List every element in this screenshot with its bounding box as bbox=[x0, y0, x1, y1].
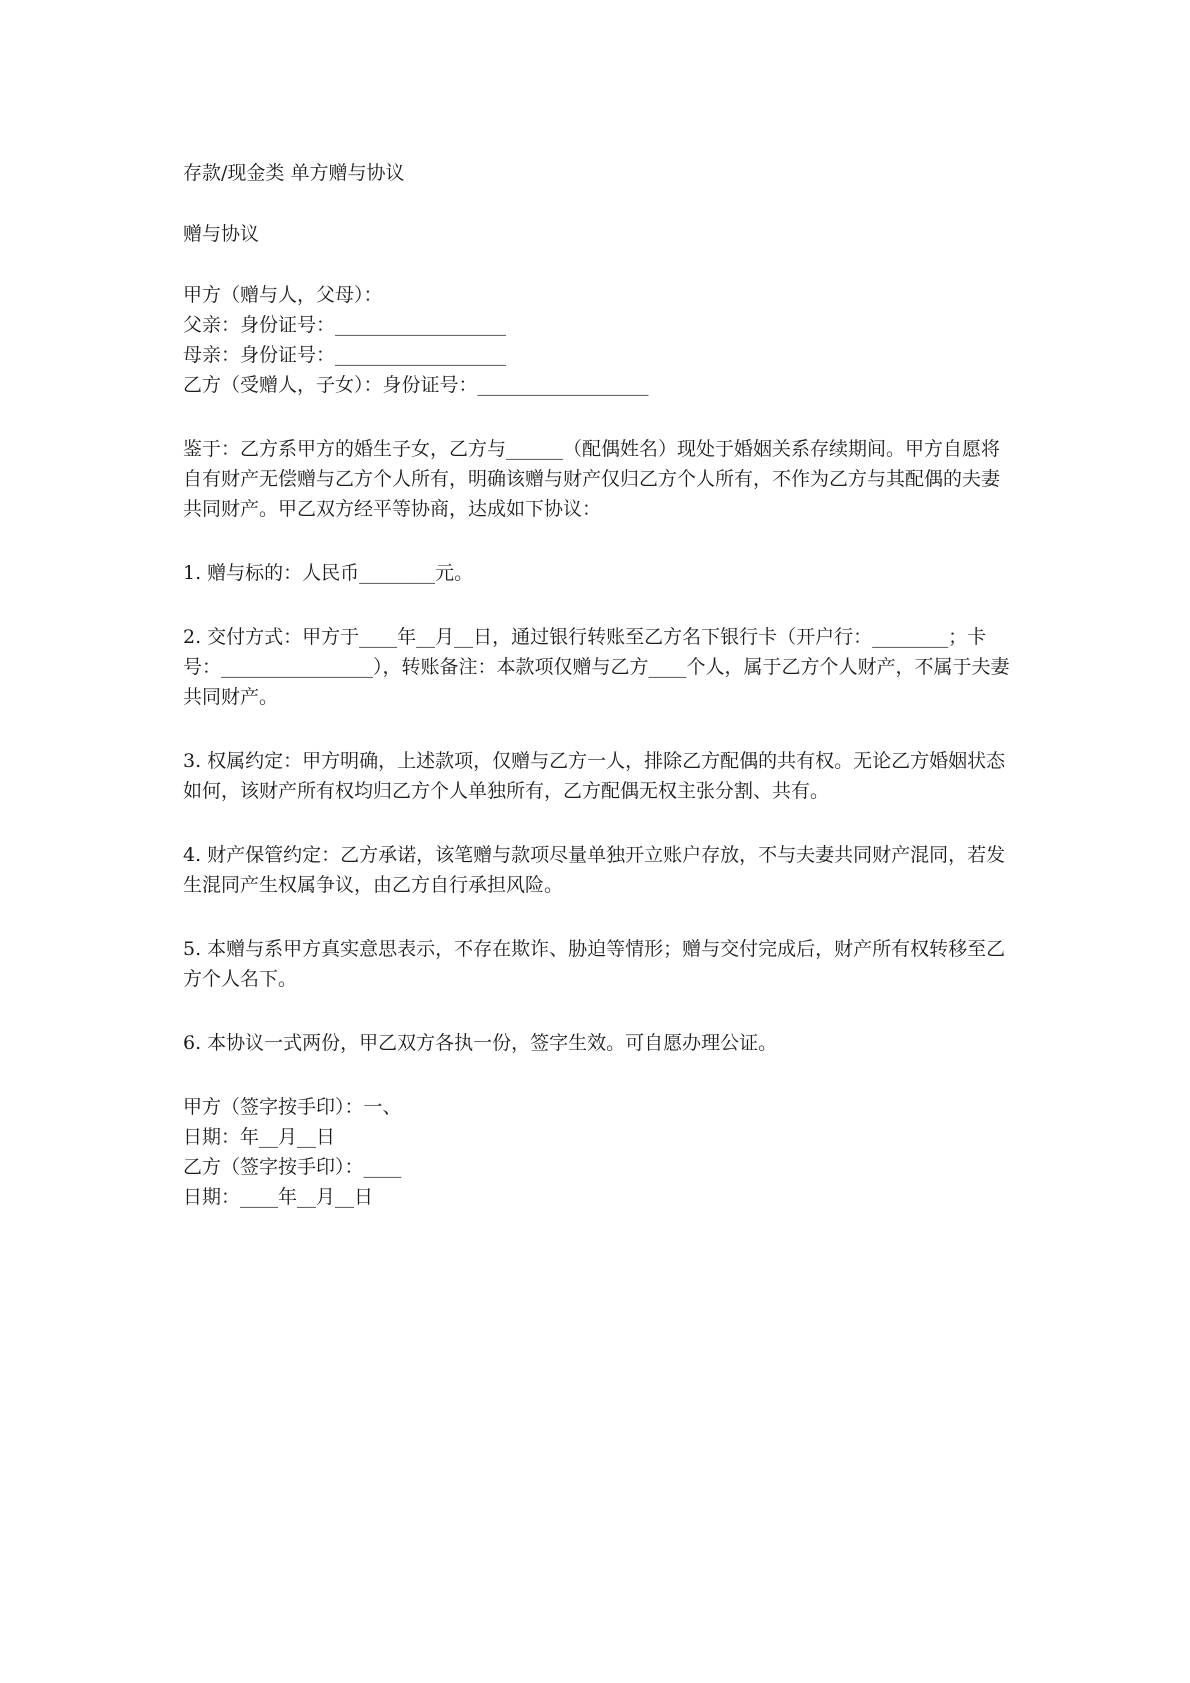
party-b-date-line: 日期：____年__月__日 bbox=[183, 1186, 374, 1208]
party-a-signature-line: 甲方（签字按手印）：一、 bbox=[183, 1096, 402, 1118]
clause-3: 3. 权属约定：甲方明确，上述款项，仅赠与乙方一人，排除乙方配偶的共有权。无论乙方婚姻状态如何，该财产所有权均归乙方个人单独所有，乙方配偶无权主张分割、共有。 bbox=[183, 750, 1006, 802]
spacer bbox=[183, 524, 1016, 558]
clause-4: 4. 财产保管约定：乙方承诺，该笔赠与款项尽量单独开立账户存放，不与夫妻共同财产混同，若发生混同产生权属争议，由乙方自行承担风险。 bbox=[183, 844, 1006, 896]
party-b-signature-line: 乙方（签字按手印）：____ bbox=[183, 1156, 402, 1178]
mother-id-line: 母亲：身份证号：__________________ bbox=[183, 344, 507, 366]
clause-1: 1. 赠与标的：人民币________元。 bbox=[183, 562, 474, 584]
spacer bbox=[183, 188, 1016, 219]
spacer bbox=[183, 1058, 1016, 1092]
clause-6: 6. 本协议一式两份，甲乙双方各执一份，签字生效。可自愿办理公证。 bbox=[183, 1032, 778, 1054]
spacer bbox=[183, 994, 1016, 1028]
spacer bbox=[183, 400, 1016, 434]
preamble-paragraph: 鉴于：乙方系甲方的婚生子女，乙方与______（配偶姓名）现处于婚姻关系存续期间。甲方自愿将自有财产无偿赠与乙方个人所有，明确该赠与财产仅归乙方个人所有，不作为乙方与其配偶的夫妻共同财产。甲乙双方经平等协商，达成如下协议： bbox=[183, 438, 1001, 520]
clause-5: 5. 本赠与系甲方真实意思表示，不存在欺诈、胁迫等情形；赠与交付完成后，财产所有权转移至乙方个人名下。 bbox=[183, 938, 1006, 990]
clause-2: 2. 交付方式：甲方于____年__月__日，通过银行转账至乙方名下银行卡（开户行：________；卡号：________________），转账备注：本款项仅赠与乙方____个人，属于乙方个人财产，不属于夫妻共同财产。 bbox=[183, 626, 1010, 708]
document-title: 赠与协议 bbox=[183, 223, 260, 245]
spacer bbox=[183, 588, 1016, 622]
document-header: 存款/现金类 单方赠与协议 bbox=[183, 162, 405, 184]
spacer bbox=[183, 249, 1016, 280]
spacer bbox=[183, 712, 1016, 746]
spacer bbox=[183, 900, 1016, 934]
document-body bbox=[183, 158, 1016, 1212]
party-b-id-line: 乙方（受赠人，子女）：身份证号：__________________ bbox=[183, 374, 649, 396]
party-a-label: 甲方（赠与人，父母）： bbox=[183, 284, 383, 306]
spacer bbox=[183, 806, 1016, 840]
father-id-line: 父亲：身份证号：__________________ bbox=[183, 314, 507, 336]
party-a-date-line: 日期：年__月__日 bbox=[183, 1126, 336, 1148]
